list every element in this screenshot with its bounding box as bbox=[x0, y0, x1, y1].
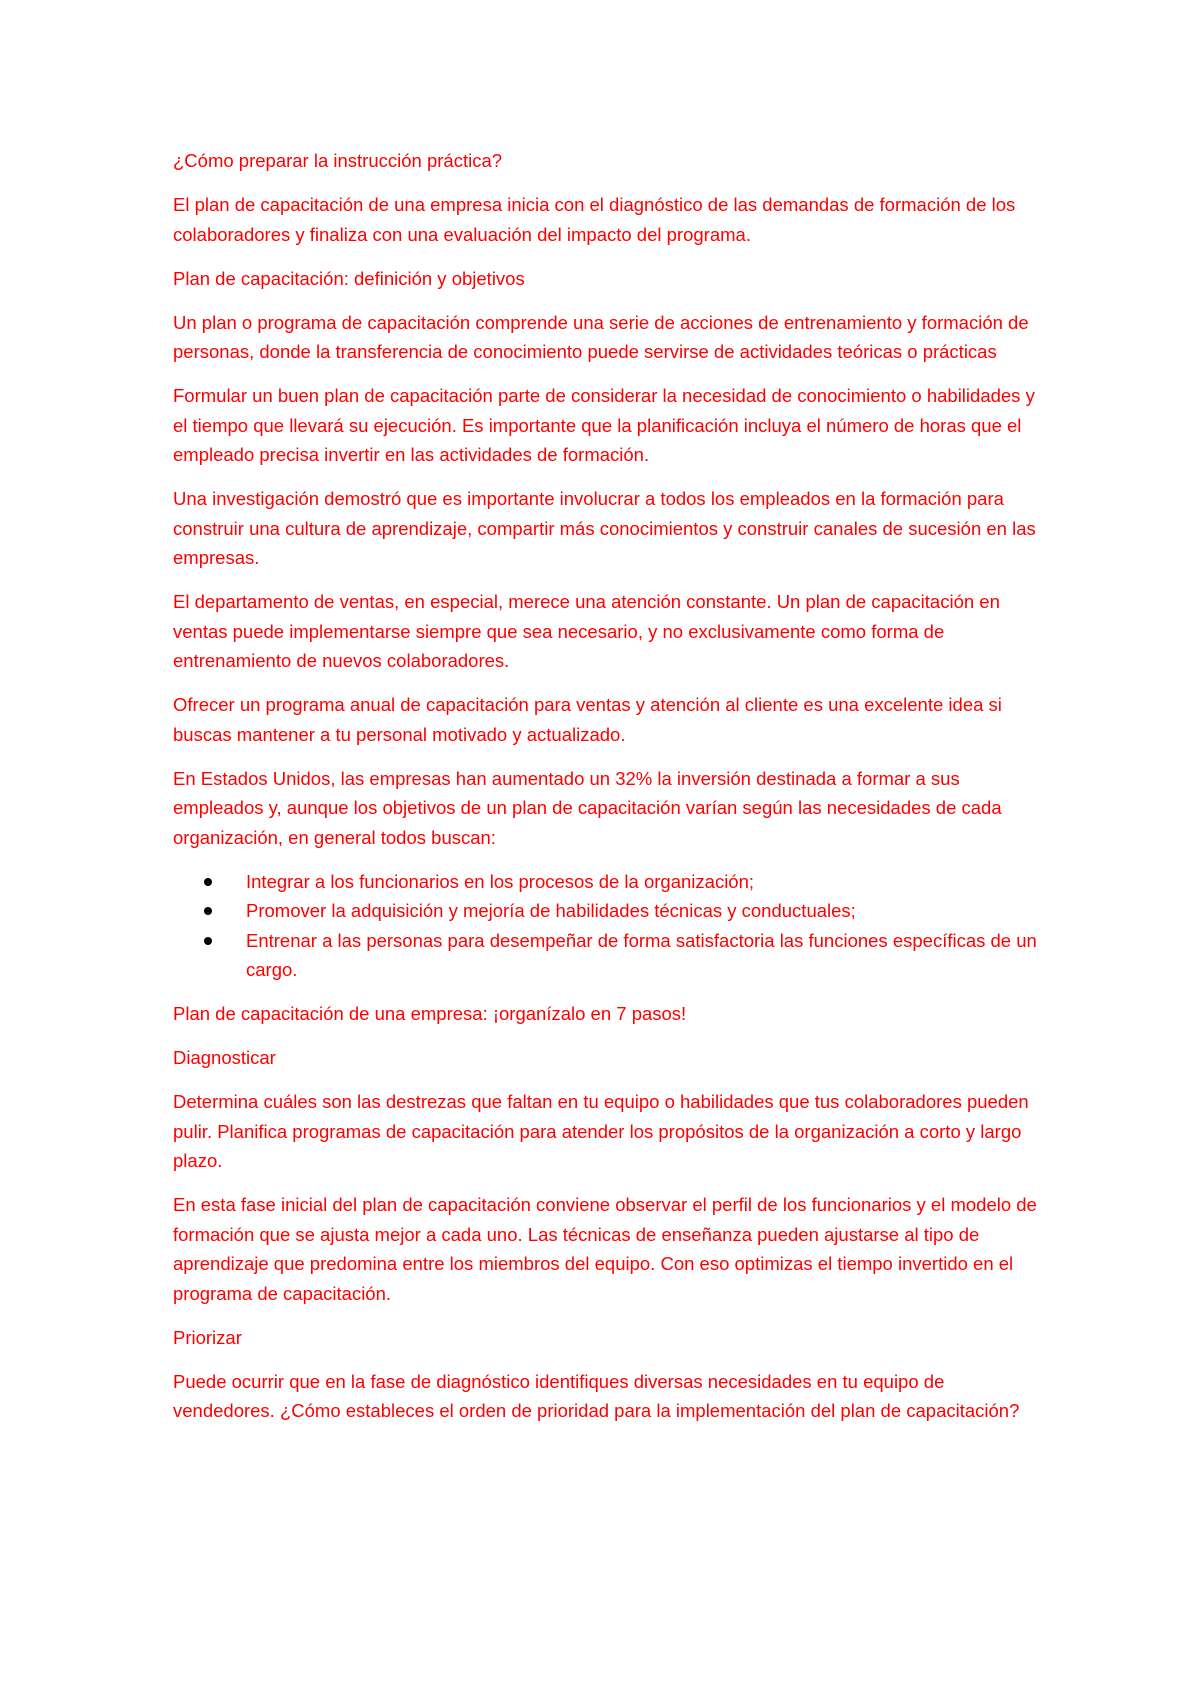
paragraph-united-states: En Estados Unidos, las empresas han aumentado un 32% la inversión destinada a formar a sus empleados y, aunque los objetivos de un plan de capacitación varían según las necesidades de cada organización, en general todos buscan: bbox=[173, 767, 1002, 848]
document-title: ¿Cómo preparar la instrucción práctica? bbox=[173, 150, 503, 171]
section-heading-definition: Plan de capacitación: definición y objetivos bbox=[173, 267, 525, 289]
step-heading-prioritize: Priorizar bbox=[173, 1326, 242, 1348]
list-item bbox=[173, 926, 1043, 985]
paragraph-research: Una investigación demostró que es importante involucrar a todos los empleados en la formación para construir una cultura de aprendizaje, compartir más conocimientos y construir canales de sucesión en las empresas. bbox=[173, 488, 1036, 568]
list-item-text: Integrar a los funcionarios en los procesos de la organización; bbox=[246, 870, 755, 892]
paragraph-formulate-plan: Formular un buen plan de capacitación parte de considerar la necesidad de conocimiento o habilidades y el tiempo que llevará su ejecución. Es importante que la planificación incluya el número de horas que el empleado precisa invertir en las actividades de formación. bbox=[173, 385, 1035, 465]
list-item bbox=[173, 896, 1043, 926]
list-item-text: Promover la adquisición y mejoría de habilidades técnicas y conductuales; bbox=[246, 900, 856, 921]
bullet-icon bbox=[204, 878, 212, 886]
objectives-list bbox=[173, 867, 1043, 985]
document-page bbox=[173, 146, 1043, 1440]
paragraph-priority: Puede ocurrir que en la fase de diagnóstico identifiques diversas necesidades en tu equipo de vendedores. ¿Cómo estableces el orden de prioridad para la implementación del plan de capacitación? bbox=[173, 1370, 1020, 1421]
paragraph-plan-definition: Un plan o programa de capacitación comprende una serie de acciones de entrenamiento y formación de personas, donde la transferencia de conocimiento puede servirse de actividades teóricas o prácticas bbox=[173, 311, 1029, 362]
paragraph-determine-skills: Determina cuáles son las destrezas que faltan en tu equipo o habilidades que tus colaboradores pueden pulir. Planifica programas de capacitación para atender los propósitos de la organización a corto y largo plazo. bbox=[173, 1091, 1029, 1171]
step-heading-diagnose: Diagnosticar bbox=[173, 1047, 276, 1068]
bullet-icon bbox=[204, 937, 212, 945]
list-item-text: Entrenar a las personas para desempeñar de forma satisfactoria las funciones específicas de un cargo. bbox=[246, 929, 1037, 980]
paragraph-annual-program: Ofrecer un programa anual de capacitación para ventas y atención al cliente es una excelente idea si buscas mantener a tu personal motivado y actualizado. bbox=[173, 694, 1002, 745]
bullet-icon bbox=[204, 907, 212, 915]
intro-paragraph: El plan de capacitación de una empresa inicia con el diagnóstico de las demandas de formación de los colaboradores y finaliza con una evaluación del impacto del programa. bbox=[173, 194, 1016, 245]
list-item bbox=[173, 867, 1043, 897]
paragraph-sales-department: El departamento de ventas, en especial, merece una atención constante. Un plan de capacitación en ventas puede implementarse siempre que sea necesario, y no exclusivamente como forma de entrenamiento de nuevos colaboradores. bbox=[173, 591, 1000, 671]
section-heading-seven-steps: Plan de capacitación de una empresa: ¡organízalo en 7 pasos! bbox=[173, 1003, 687, 1024]
paragraph-initial-phase: En esta fase inicial del plan de capacitación conviene observar el perfil de los funcionarios y el modelo de formación que se ajusta mejor a cada uno. Las técnicas de enseñanza pueden ajustarse al tipo de aprendizaje que predomina entre los miembros del equipo. Con eso optimizas el tiempo invertido en el programa de capacitación. bbox=[173, 1194, 1037, 1304]
